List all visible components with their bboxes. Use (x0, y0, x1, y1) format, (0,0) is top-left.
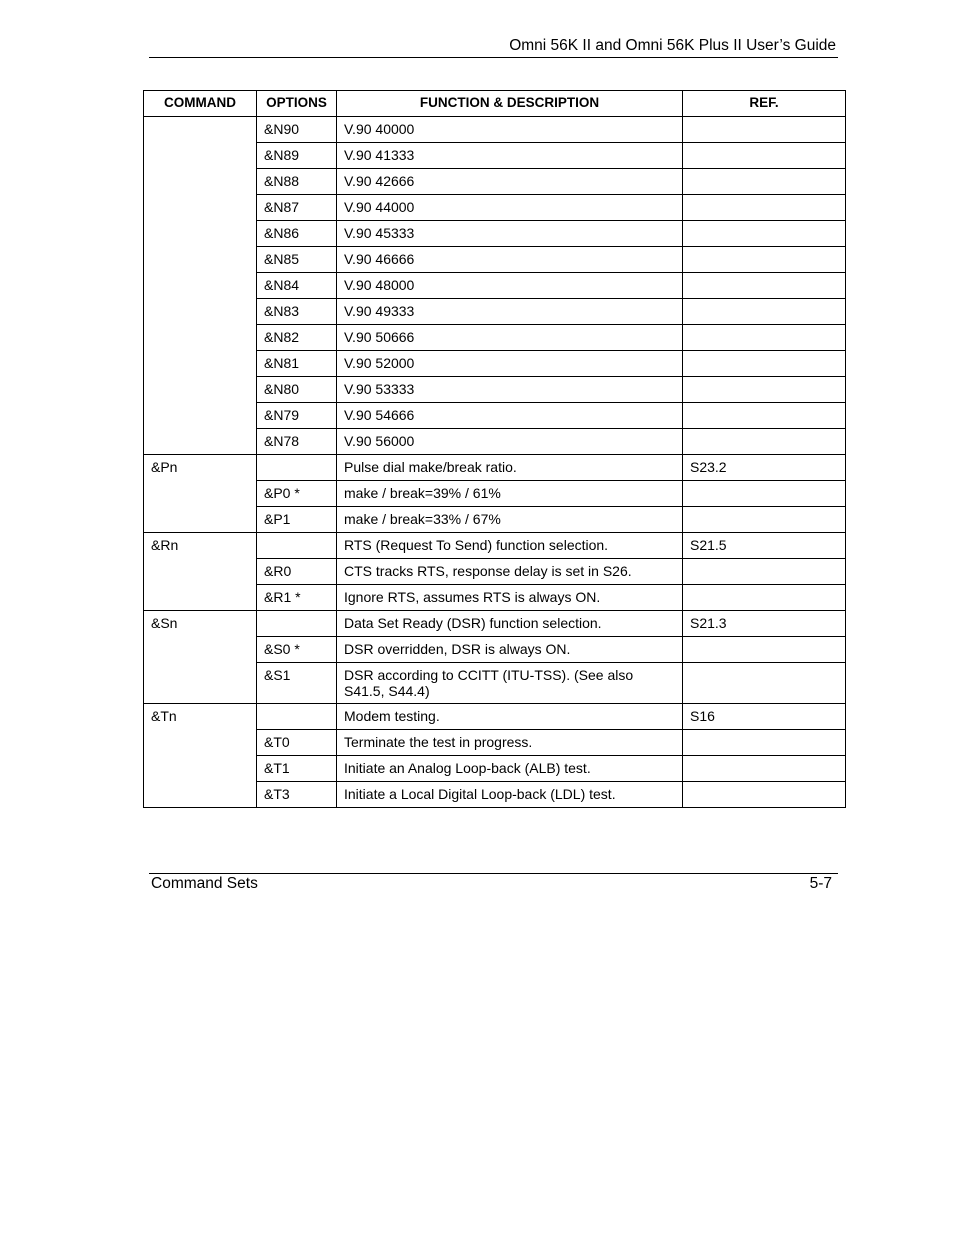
column-header-ref: REF. (683, 91, 846, 117)
description-cell: make / break=33% / 67% (337, 507, 683, 533)
option-cell: &S1 (257, 663, 337, 704)
table-body (144, 117, 846, 808)
description-cell: V.90 40000 (337, 117, 683, 143)
table-row (144, 455, 846, 481)
option-cell: &N78 (257, 429, 337, 455)
description-cell: Initiate a Local Digital Loop-back (LDL) test. (337, 782, 683, 808)
description-cell: V.90 50666 (337, 325, 683, 351)
command-cell (144, 117, 257, 455)
option-cell: &T1 (257, 756, 337, 782)
ref-cell: S21.5 (683, 533, 846, 559)
option-cell (257, 704, 337, 730)
command-cell: &Rn (144, 533, 257, 611)
column-header-options: OPTIONS (257, 91, 337, 117)
option-cell: &R0 (257, 559, 337, 585)
ref-cell (683, 325, 846, 351)
description-cell: V.90 48000 (337, 273, 683, 299)
option-cell: &N87 (257, 195, 337, 221)
option-cell: &N85 (257, 247, 337, 273)
ref-cell (683, 756, 846, 782)
description-cell: V.90 42666 (337, 169, 683, 195)
option-cell: &P0 * (257, 481, 337, 507)
option-cell: &T3 (257, 782, 337, 808)
option-cell: &N79 (257, 403, 337, 429)
option-cell (257, 455, 337, 481)
ref-cell (683, 247, 846, 273)
ref-cell (683, 299, 846, 325)
command-cell: &Tn (144, 704, 257, 808)
ref-cell (683, 559, 846, 585)
header-rule (149, 57, 838, 58)
ref-cell (683, 221, 846, 247)
description-cell: Modem testing. (337, 704, 683, 730)
option-cell: &N89 (257, 143, 337, 169)
description-cell: V.90 54666 (337, 403, 683, 429)
description-cell: V.90 53333 (337, 377, 683, 403)
description-cell: V.90 44000 (337, 195, 683, 221)
ref-cell (683, 117, 846, 143)
description-cell: CTS tracks RTS, response delay is set in S26. (337, 559, 683, 585)
description-cell: DSR according to CCITT (ITU-TSS). (See also S41.5, S44.4) (337, 663, 683, 704)
footer-page-number: 5-7 (809, 875, 832, 892)
option-cell (257, 533, 337, 559)
description-cell: make / break=39% / 61% (337, 481, 683, 507)
description-cell: V.90 41333 (337, 143, 683, 169)
description-cell: V.90 49333 (337, 299, 683, 325)
option-cell: &N88 (257, 169, 337, 195)
description-cell: V.90 52000 (337, 351, 683, 377)
table-header-row (144, 91, 846, 117)
table-row (144, 533, 846, 559)
description-cell: RTS (Request To Send) function selection. (337, 533, 683, 559)
ref-cell (683, 143, 846, 169)
option-cell: &T0 (257, 730, 337, 756)
description-cell: Ignore RTS, assumes RTS is always ON. (337, 585, 683, 611)
description-cell: Pulse dial make/break ratio. (337, 455, 683, 481)
command-cell: &Pn (144, 455, 257, 533)
ref-cell (683, 782, 846, 808)
table-row (144, 704, 846, 730)
ref-cell (683, 507, 846, 533)
column-header-function: FUNCTION & DESCRIPTION (337, 91, 683, 117)
ref-cell (683, 403, 846, 429)
footer-rule (149, 873, 838, 874)
option-cell (257, 611, 337, 637)
description-cell: V.90 46666 (337, 247, 683, 273)
ref-cell: S23.2 (683, 455, 846, 481)
ref-cell (683, 195, 846, 221)
ref-cell (683, 377, 846, 403)
option-cell: &N82 (257, 325, 337, 351)
option-cell: &N90 (257, 117, 337, 143)
command-table (143, 90, 846, 808)
option-cell: &N83 (257, 299, 337, 325)
ref-cell (683, 585, 846, 611)
column-header-command: COMMAND (144, 91, 257, 117)
ref-cell: S21.3 (683, 611, 846, 637)
description-cell: V.90 45333 (337, 221, 683, 247)
option-cell: &N80 (257, 377, 337, 403)
option-cell: &S0 * (257, 637, 337, 663)
table-row (144, 117, 846, 143)
ref-cell (683, 429, 846, 455)
table-row (144, 611, 846, 637)
description-cell: Data Set Ready (DSR) function selection. (337, 611, 683, 637)
ref-cell (683, 663, 846, 704)
option-cell: &N84 (257, 273, 337, 299)
command-cell: &Sn (144, 611, 257, 704)
header-title: Omni 56K II and Omni 56K Plus II User’s Guide (509, 37, 836, 54)
ref-cell (683, 351, 846, 377)
option-cell: &P1 (257, 507, 337, 533)
ref-cell (683, 273, 846, 299)
description-cell: Initiate an Analog Loop-back (ALB) test. (337, 756, 683, 782)
ref-cell (683, 169, 846, 195)
option-cell: &N86 (257, 221, 337, 247)
option-cell: &R1 * (257, 585, 337, 611)
ref-cell (683, 730, 846, 756)
description-cell: Terminate the test in progress. (337, 730, 683, 756)
option-cell: &N81 (257, 351, 337, 377)
footer-section: Command Sets (151, 875, 258, 892)
ref-cell: S16 (683, 704, 846, 730)
description-cell: V.90 56000 (337, 429, 683, 455)
description-cell: DSR overridden, DSR is always ON. (337, 637, 683, 663)
ref-cell (683, 481, 846, 507)
ref-cell (683, 637, 846, 663)
